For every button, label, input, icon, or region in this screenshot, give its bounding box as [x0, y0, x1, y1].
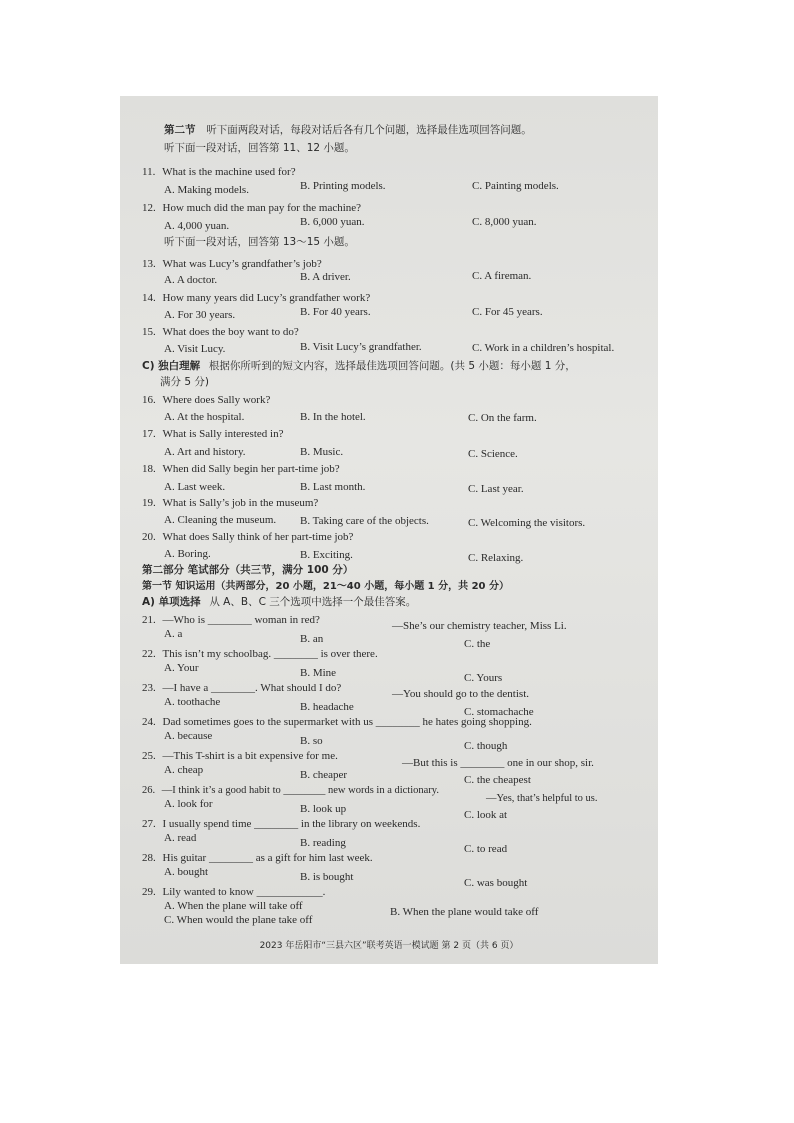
question-28 [142, 852, 373, 865]
option-a: A. For 30 years. [164, 309, 236, 321]
question-text: How many years did Lucy’s grandfather work? [162, 292, 371, 304]
option-c: C. Relaxing. [468, 552, 524, 564]
option-b: B. Mine [300, 667, 337, 679]
question-11 [142, 166, 296, 179]
question-15 [142, 326, 299, 339]
question-number: 23. [142, 682, 156, 694]
section-c-instruction: 根据你所听到的短文内容，选择最佳选项回答问题。(共 5 小题：每小题 1 分， [208, 360, 576, 372]
question-text: I usually spend time ________ in the library on weekends. [162, 818, 421, 830]
question-text: Where does Sally work? [162, 394, 271, 406]
question-19 [142, 497, 318, 510]
option-b: B. In the hotel. [300, 411, 366, 423]
option-a: A. read [164, 832, 197, 844]
option-b: B. Last month. [300, 481, 366, 493]
question-number: 14. [142, 292, 156, 304]
question-13 [142, 258, 322, 271]
option-c: C. look at [464, 809, 508, 821]
question-text: —This T-shirt is a bit expensive for me. [162, 750, 338, 762]
question-reply: —She’s our chemistry teacher, Miss Li. [392, 620, 567, 632]
question-text: Dad sometimes goes to the supermarket with us ________ he hates going shopping. [162, 716, 532, 728]
question-text: —I think it’s a good habit to ________ new words in a dictionary. [161, 785, 439, 796]
question-number: 17. [142, 428, 156, 440]
option-a: A. look for [164, 798, 213, 810]
part-2-title: 第二部分 笔试部分（共三节，满分 100 分） [142, 564, 354, 576]
question-reply: —Yes, that’s helpful to us. [486, 793, 598, 804]
question-22 [142, 648, 378, 661]
option-b: B. an [300, 633, 324, 645]
option-a: A. Boring. [164, 548, 211, 560]
question-number: 22. [142, 648, 156, 660]
option-c: C. Welcoming the visitors. [468, 517, 586, 529]
option-c: C. Work in a children’s hospital. [472, 342, 615, 354]
question-number: 28. [142, 852, 156, 864]
question-text: Lily wanted to know ____________. [162, 886, 326, 898]
option-c: C. Science. [468, 448, 518, 460]
question-number: 11. [142, 166, 156, 178]
question-24 [142, 716, 532, 729]
question-number: 26. [142, 785, 156, 796]
question-17 [142, 428, 283, 441]
option-c: C. Last year. [468, 483, 524, 495]
question-text: His guitar ________ as a gift for him last week. [162, 852, 373, 864]
question-number: 12. [142, 202, 156, 214]
question-26 [142, 784, 439, 797]
question-14 [142, 292, 370, 305]
option-c: C. When would the plane take off [164, 914, 313, 926]
section-a-title: A) 单项选择 [142, 596, 201, 608]
option-b: B. look up [300, 803, 347, 815]
dialog-2-instruction: 听下面一段对话，回答第 13～15 小题。 [164, 236, 355, 248]
option-a: A. because [164, 730, 213, 742]
option-c: C. the [464, 638, 491, 650]
section-c-title: C) 独白理解 [142, 360, 201, 372]
question-text: What does Sally think of her part-time job? [162, 531, 354, 543]
option-a: A. Art and history. [164, 446, 246, 458]
question-reply: —You should go to the dentist. [392, 688, 530, 700]
option-b: B. 6,000 yuan. [300, 216, 365, 228]
option-b: B. Music. [300, 446, 344, 458]
option-b: B. For 40 years. [300, 306, 371, 318]
question-16 [142, 394, 270, 407]
question-reply: —But this is ________ one in our shop, sir. [402, 757, 594, 769]
option-c: C. to read [464, 843, 508, 855]
option-a: A. Last week. [164, 481, 226, 493]
question-23 [142, 682, 341, 695]
option-b: B. so [300, 735, 323, 747]
question-text: What was Lucy’s grandfather’s job? [162, 258, 322, 270]
question-number: 27. [142, 818, 156, 830]
dialog-1-instruction: 听下面一段对话，回答第 11、12 小题。 [164, 142, 355, 154]
question-number: 24. [142, 716, 156, 728]
option-c: C. A fireman. [472, 270, 532, 282]
option-b: B. headache [300, 701, 354, 713]
option-b: B. Printing models. [300, 180, 386, 192]
section-2-title: 第二节 [164, 124, 196, 136]
question-number: 20. [142, 531, 156, 543]
question-text: —Who is ________ woman in red? [162, 614, 320, 626]
question-29 [142, 886, 325, 899]
option-a: A. bought [164, 866, 208, 878]
question-18 [142, 463, 340, 476]
option-c: C. stomachache [464, 706, 534, 718]
section-2-header [164, 124, 532, 137]
option-c: C. For 45 years. [472, 306, 543, 318]
question-number: 16. [142, 394, 156, 406]
option-a: A. Your [164, 662, 199, 674]
question-number: 29. [142, 886, 156, 898]
part-2-section-1: 第一节 知识运用（共两部分，20 小题，21～40 小题，每小题 1 分，共 20 分） [142, 581, 509, 592]
option-b: B. Exciting. [300, 549, 353, 561]
option-b: B. reading [300, 837, 346, 849]
option-a: A. Cleaning the museum. [164, 514, 277, 526]
option-c: C. the cheapest [464, 774, 531, 786]
option-c: C. 8,000 yuan. [472, 216, 537, 228]
option-c: C. though [464, 740, 508, 752]
question-12 [142, 202, 361, 215]
exam-page-photo [120, 96, 658, 964]
question-number: 25. [142, 750, 156, 762]
question-20 [142, 531, 353, 544]
question-text: What is the machine used for? [162, 166, 296, 178]
option-a: A. a [164, 628, 183, 640]
question-text: How much did the man pay for the machine? [162, 202, 362, 214]
question-number: 13. [142, 258, 156, 270]
question-number: 19. [142, 497, 156, 509]
option-c: C. Yours [464, 672, 503, 684]
question-text: When did Sally begin her part-time job? [162, 463, 340, 475]
question-text: What is Sally’s job in the museum? [162, 497, 319, 509]
option-a: A. cheap [164, 764, 204, 776]
option-c: C. was bought [464, 877, 528, 889]
section-a-instruction: 从 A、B、C 三个选项中选择一个最佳答案。 [209, 596, 417, 608]
option-b: B. Taking care of the objects. [300, 515, 429, 527]
option-c: C. Painting models. [472, 180, 559, 192]
question-number: 15. [142, 326, 156, 338]
question-27 [142, 818, 420, 831]
question-25 [142, 750, 338, 763]
option-a: A. A doctor. [164, 274, 218, 286]
option-b: B. cheaper [300, 769, 348, 781]
option-a: A. 4,000 yuan. [164, 220, 230, 232]
question-text: —I have a ________. What should I do? [162, 682, 342, 694]
question-text: This isn’t my schoolbag. ________ is over there. [162, 648, 378, 660]
question-21 [142, 614, 320, 627]
question-number: 21. [142, 614, 156, 626]
option-b: B. Visit Lucy’s grandfather. [300, 341, 422, 353]
section-c-instruction-2: 满分 5 分) [160, 376, 209, 388]
question-text: What is Sally interested in? [162, 428, 284, 440]
option-a: A. At the hospital. [164, 411, 245, 423]
option-b: B. A driver. [300, 271, 351, 283]
option-a: A. Visit Lucy. [164, 343, 226, 355]
option-a: A. toothache [164, 696, 221, 708]
section-a-header [142, 596, 416, 609]
option-b: B. When the plane would take off [390, 906, 539, 918]
exam-content [120, 96, 658, 964]
question-text: What does the boy want to do? [162, 326, 299, 338]
option-a: A. Making models. [164, 184, 249, 196]
question-number: 18. [142, 463, 156, 475]
page-footer: 2023 年岳阳市“三县六区”联考英语一模试题 第 2 页（共 6 页） [259, 941, 519, 951]
option-a: A. When the plane will take off [164, 900, 303, 912]
option-c: C. On the farm. [468, 412, 537, 424]
section-c-header [142, 360, 576, 373]
option-b: B. is bought [300, 871, 354, 883]
section-2-instruction: 听下面两段对话，每段对话后各有几个问题，选择最佳选项回答问题。 [206, 124, 532, 136]
